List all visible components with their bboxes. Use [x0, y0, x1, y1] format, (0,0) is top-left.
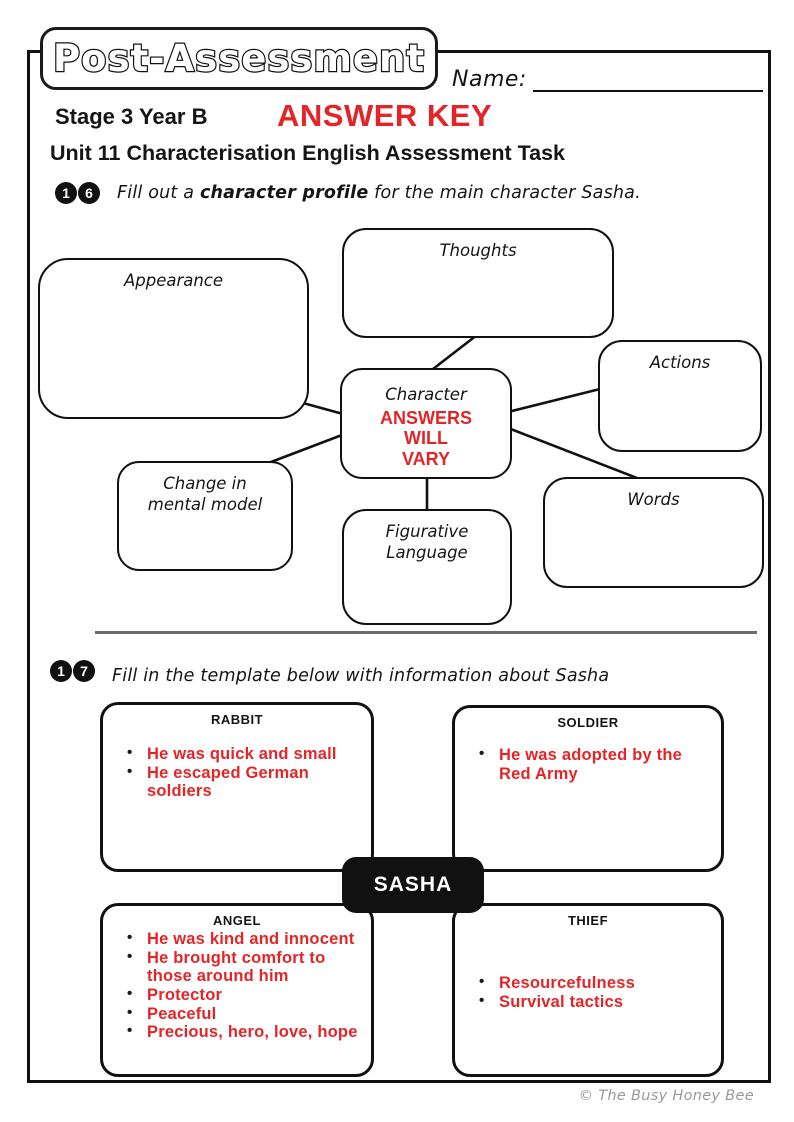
quadrant-title: RABBIT [210, 712, 264, 727]
answer-bullet: • He was kind and innocent [125, 930, 361, 949]
copyright-credit: © The Busy Honey Bee [578, 1088, 754, 1104]
mindmap-node-actions [598, 340, 762, 452]
mindmap-node-label: Words [627, 490, 680, 509]
mindmap-node-label: Actions [649, 353, 711, 372]
name-label: Name: [452, 67, 527, 92]
quadrant-title: THIEF [567, 913, 609, 928]
circled-digit-icon: 7 [73, 660, 95, 682]
sasha-center-badge [342, 857, 484, 913]
mindmap-center-node [340, 368, 512, 479]
mindmap-node-figurative-language [342, 509, 512, 625]
sasha-label: SASHA [373, 873, 453, 896]
question-16-number [55, 182, 101, 204]
quadrant-title: ANGEL [213, 913, 261, 928]
quadrant-angel [100, 903, 374, 1077]
name-row [452, 64, 763, 92]
answer-bullet: • Protector [125, 986, 361, 1005]
quadrant-bullet-list [455, 746, 721, 783]
answer-bullet: • Survival tactics [477, 993, 711, 1012]
mindmap-node-change-in-mental-model [117, 461, 293, 571]
quadrant-thief [452, 903, 724, 1077]
name-blank-line [533, 64, 763, 92]
answer-key-heading: ANSWER KEY [277, 98, 493, 133]
answer-line: VARY [401, 449, 450, 470]
mindmap-node-label: Figurative Language [385, 522, 469, 562]
question-17-number [50, 660, 96, 682]
answer-bullet: • He brought comfort to those around him [125, 949, 361, 986]
header-badge [40, 27, 438, 90]
question-17-text: Fill in the template below with information about Sasha [112, 666, 610, 686]
answer-bullet: • He was adopted by the Red Army [477, 746, 711, 783]
worksheet-title: Post-Assessment [52, 37, 426, 80]
mindmap-node-words [543, 477, 764, 588]
quadrant-soldier [452, 705, 724, 872]
question-16-text-bold: character profile [199, 183, 369, 203]
circled-digit-icon: 6 [78, 182, 100, 204]
answer-bullet: • Precious, hero, love, hope [125, 1023, 361, 1042]
stage-heading: Stage 3 Year B [55, 104, 208, 129]
circled-digit-icon: 1 [50, 660, 72, 682]
circled-digit-icon: 1 [55, 182, 77, 204]
answer-line: ANSWERS [379, 407, 472, 428]
answer-bullet: • He escaped German soldiers [125, 764, 361, 801]
mindmap-node-label: Thoughts [439, 241, 517, 260]
question-17 [50, 660, 609, 686]
mindmap-center-answer [380, 408, 472, 470]
mindmap-node-label: Change in mental model [147, 474, 263, 514]
mindmap-center-label: Character [385, 385, 467, 405]
question-16 [55, 182, 641, 204]
unit-title-heading: Unit 11 Characterisation English Assessment Task [50, 141, 565, 165]
question-16-text [117, 183, 641, 203]
question-16-text-end: for the main character Sasha. [368, 183, 641, 203]
quadrant-rabbit [100, 702, 374, 872]
section-divider [95, 631, 757, 634]
question-16-text-start: Fill out a [117, 183, 200, 203]
answer-line: WILL [404, 428, 448, 449]
answer-bullet: • Peaceful [125, 1005, 361, 1024]
quadrant-title: SOLDIER [557, 715, 619, 730]
quadrant-bullet-list [103, 745, 371, 801]
mindmap-node-appearance [38, 258, 309, 419]
mindmap-node-label: Appearance [123, 271, 224, 290]
quadrant-bullet-list [103, 930, 371, 1042]
answer-bullet: • Resourcefulness [477, 974, 711, 993]
mindmap-node-thoughts [342, 228, 614, 338]
answer-bullet: • He was quick and small [125, 745, 361, 764]
quadrant-bullet-list [455, 974, 721, 1011]
